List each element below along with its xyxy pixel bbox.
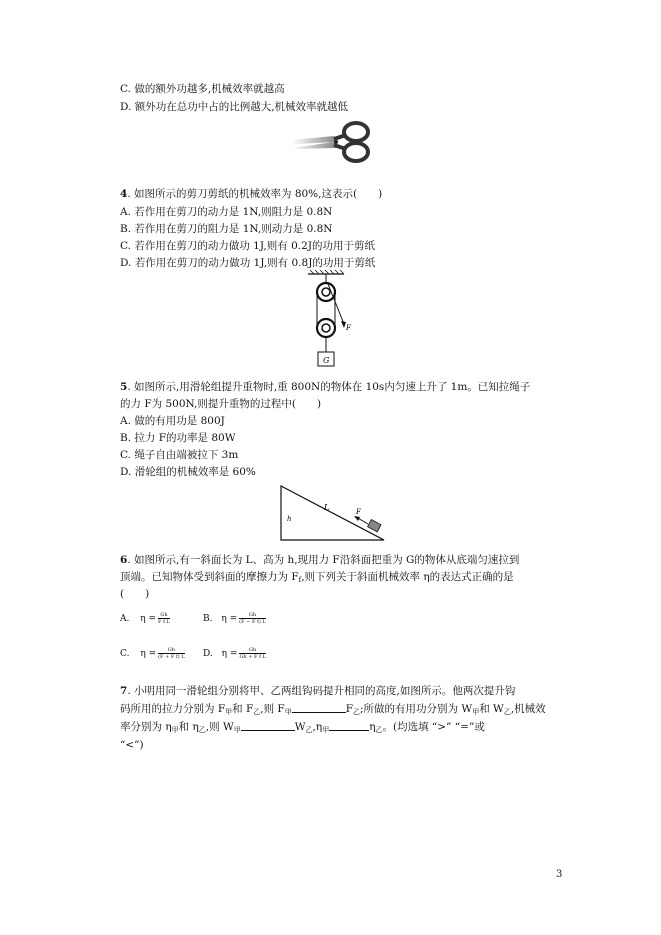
q5-option-c: C. 绳子自由端被拉下 3m bbox=[120, 449, 239, 461]
q6-option-b-fraction bbox=[239, 612, 266, 625]
q7-line1-text: . 小明用同一滑轮组分别将甲、乙两组钩码提升相同的高度,如图所示。他两次提升钩 bbox=[127, 685, 516, 697]
q7-l2d: F bbox=[345, 703, 354, 715]
q7-sub-jia-6: 甲 bbox=[322, 726, 330, 734]
q7-sub-yi-2: 乙 bbox=[353, 708, 361, 716]
q7-sub-jia-4: 甲 bbox=[171, 726, 179, 734]
q7-line2 bbox=[120, 702, 546, 719]
q4-option-a: A. 若作用在剪刀的动力是 1N,则阻力是 0.8N bbox=[120, 206, 333, 218]
q7-line3 bbox=[120, 720, 485, 737]
incline-height-label: h bbox=[287, 515, 292, 523]
q6-option-d-den: Gh + F f L bbox=[239, 654, 266, 660]
q6-option-b-den: (F − F f) L bbox=[239, 619, 266, 625]
q6-stem-line2-tail: ,则下列关于斜面机械效率 η的表达式正确的是 bbox=[301, 571, 514, 583]
q5-option-b: B. 拉力 F的功率是 80W bbox=[120, 432, 236, 444]
q7-sub-yi-4: 乙 bbox=[198, 726, 206, 734]
q6-stem-text: . 如图所示,有一斜面长为 L、高为 h,现用力 F沿斜面把重为 G的物体从底端匀速拉到 bbox=[127, 554, 520, 566]
q7-sub-jia-1: 甲 bbox=[225, 708, 233, 716]
q6-option-a-letter: A. bbox=[120, 614, 130, 624]
q6-option-d-letter: D. bbox=[203, 649, 213, 659]
pulley-figure bbox=[300, 270, 360, 374]
q7-l2e: ;所做的有用功分别为 W bbox=[360, 703, 473, 715]
q7-l2g: ,机械效 bbox=[510, 703, 546, 715]
q7-l3d: W bbox=[294, 721, 306, 733]
scissors-figure bbox=[290, 118, 376, 166]
q6-option-c-letter: C. bbox=[120, 649, 130, 659]
q4-option-c: C. 若作用在剪刀的动力做功 1J,则有 0.2J的功用于剪纸 bbox=[120, 240, 376, 252]
q7-line4: “<”) bbox=[120, 739, 144, 751]
q5-option-d: D. 滑轮组的机械效率是 60% bbox=[120, 466, 256, 478]
q4-option-d: D. 若作用在剪刀的动力做功 1J,则有 0.8J的功用于剪纸 bbox=[120, 257, 376, 269]
q6-option-b bbox=[203, 612, 268, 626]
incline-figure bbox=[280, 484, 388, 542]
q7-l3a: 率分别为 η bbox=[120, 721, 172, 733]
q4-number: 4 bbox=[120, 188, 128, 200]
q7-blank-1[interactable] bbox=[292, 702, 346, 713]
q6-option-b-num: Gh bbox=[239, 612, 266, 619]
q7-l2c: ,则 F bbox=[260, 703, 285, 715]
q6-option-c bbox=[120, 647, 187, 661]
q6-option-a-num: Gh bbox=[158, 612, 170, 619]
q7-line1 bbox=[120, 684, 515, 698]
q6-option-c-eta: η = bbox=[140, 649, 157, 659]
q4-option-b: B. 若作用在剪刀的阻力是 1N,则动力是 0.8N bbox=[120, 223, 333, 235]
q7-sub-yi-5: 乙 bbox=[305, 726, 313, 734]
q7-l3g: 。(均选填 “>” “=”或 bbox=[382, 721, 485, 733]
pulley-weight-label: G bbox=[323, 356, 330, 365]
q5-number: 5 bbox=[120, 381, 128, 393]
incline-force-label: F bbox=[356, 508, 361, 516]
q4-stem bbox=[120, 187, 382, 201]
q5-stem-text: . 如图所示,用滑轮组提升重物时,重 800N的物体在 10s内匀速上升了 1m。已知拉绳子 bbox=[127, 381, 531, 393]
q6-option-d bbox=[203, 647, 268, 661]
page-number: 3 bbox=[556, 869, 563, 880]
q5-stem-line1 bbox=[120, 380, 530, 394]
q7-number: 7 bbox=[120, 685, 128, 697]
q6-option-c-fraction bbox=[158, 647, 185, 660]
q5-stem-line2: 的力 F为 500N,则提升重物的过程中( ) bbox=[120, 398, 322, 410]
q7-sub-yi-1: 乙 bbox=[253, 708, 261, 716]
pulley-force-label: F bbox=[346, 324, 351, 332]
incline-length-label: L bbox=[324, 503, 330, 512]
q6-option-a-den: F f L bbox=[158, 619, 170, 625]
q7-blank-2[interactable] bbox=[241, 720, 295, 731]
q5-option-a: A. 做的有用功是 800J bbox=[120, 415, 225, 427]
option-c-prev: C. 做的额外功越多,机械效率就越高 bbox=[120, 83, 285, 95]
q7-l2b: 和 F bbox=[232, 703, 254, 715]
q6-option-b-letter: B. bbox=[203, 614, 213, 624]
q7-l3b: 和 η bbox=[178, 721, 199, 733]
q6-option-a-eta: η = bbox=[140, 614, 157, 624]
q6-stem-line3: ( ) bbox=[120, 588, 150, 600]
q6-option-b-eta: η = bbox=[221, 614, 238, 624]
q4-stem-text: . 如图所示的剪刀剪纸的机械效率为 80%,这表示( ) bbox=[127, 188, 383, 200]
q6-friction-subscript: f bbox=[298, 576, 302, 584]
q6-stem-line2 bbox=[120, 570, 514, 587]
q7-sub-yi-6: 乙 bbox=[375, 726, 383, 734]
q7-sub-jia-3: 甲 bbox=[472, 708, 480, 716]
q6-option-a bbox=[120, 612, 172, 626]
q6-stem-line1 bbox=[120, 553, 519, 567]
q7-l3f: η bbox=[369, 721, 376, 733]
q6-option-c-den: (F + F f) L bbox=[158, 654, 185, 660]
q6-option-d-eta: η = bbox=[221, 649, 238, 659]
q6-number: 6 bbox=[120, 554, 128, 566]
q7-l3e: ,η bbox=[312, 721, 323, 733]
q6-option-c-num: Gh bbox=[158, 647, 185, 654]
q6-option-d-num: Gh bbox=[239, 647, 265, 654]
q7-sub-yi-3: 乙 bbox=[503, 708, 511, 716]
q6-option-d-fraction bbox=[239, 647, 265, 660]
q6-stem-line2-text: 顶端。已知物体受到斜面的摩擦力为 F bbox=[120, 571, 299, 583]
q7-sub-jia-5: 甲 bbox=[233, 726, 241, 734]
q6-option-a-fraction bbox=[158, 612, 170, 625]
q7-blank-3[interactable] bbox=[329, 720, 369, 731]
q7-l2a: 码所用的拉力分别为 F bbox=[120, 703, 226, 715]
q7-sub-jia-2: 甲 bbox=[284, 708, 292, 716]
q7-l3c: ,则 W bbox=[205, 721, 234, 733]
q7-l2f: 和 W bbox=[479, 703, 504, 715]
option-d-prev: D. 额外功在总功中占的比例越大,机械效率就越低 bbox=[120, 101, 349, 113]
